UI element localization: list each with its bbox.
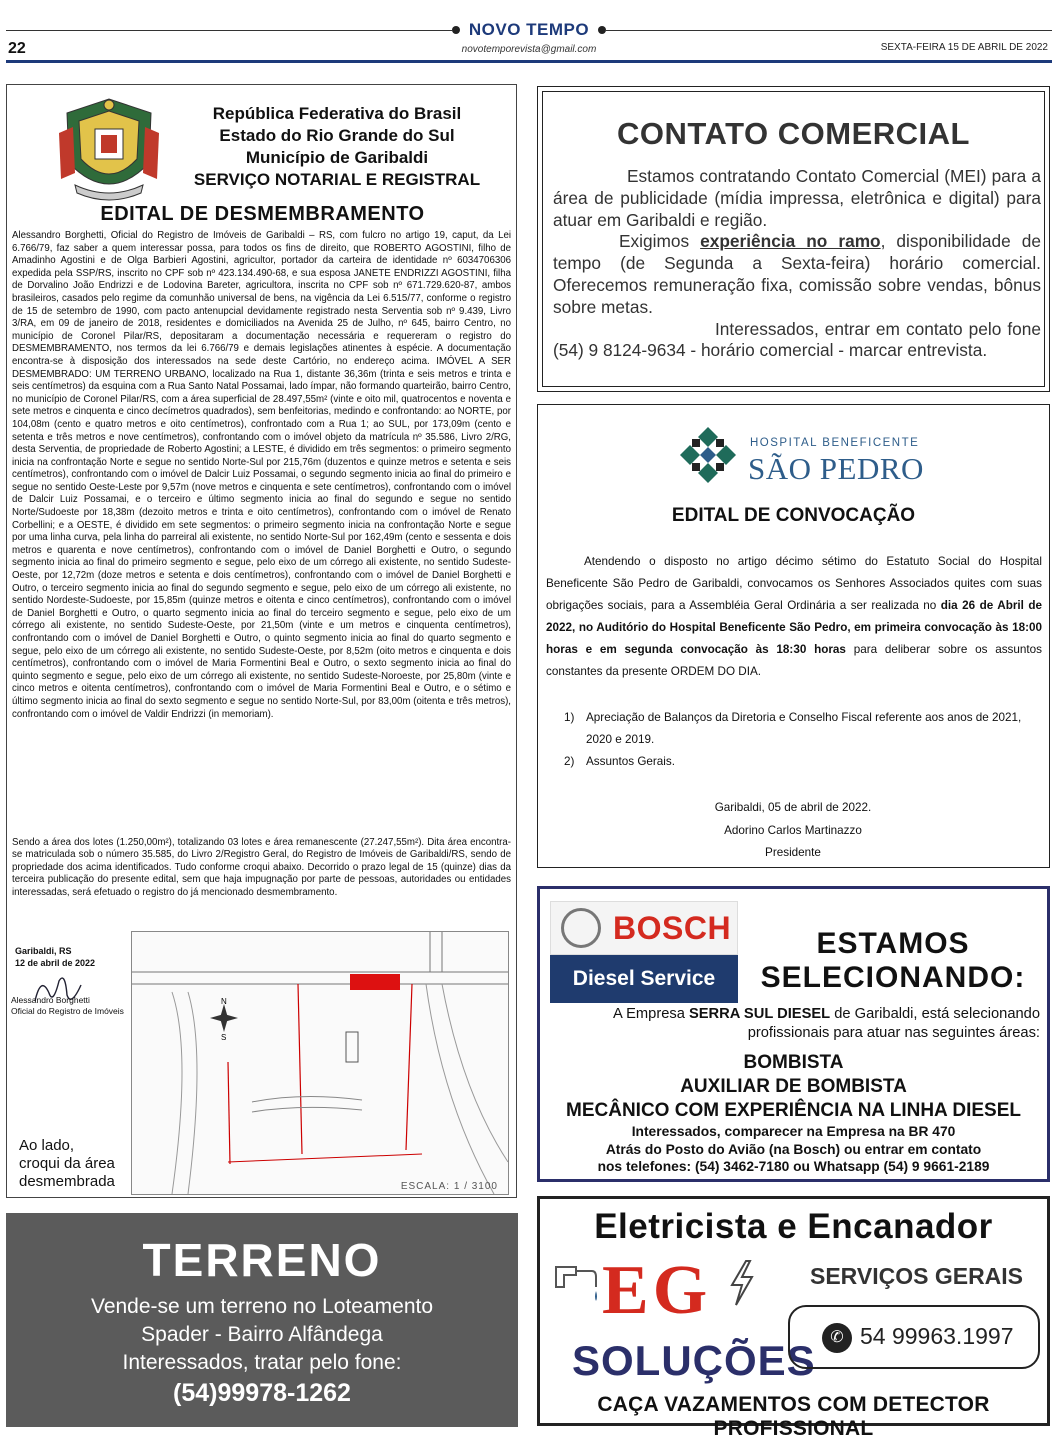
bosch-logo-sub: Diesel Service — [550, 955, 738, 1003]
page-header — [0, 0, 1058, 70]
agenda-item — [564, 751, 1042, 773]
bosch-logo-top — [550, 901, 738, 955]
contato-p3: Interessados, entrar em contato pelo fone (54) 9 8124-9634 - horário comercial - marcar entrevista. — [553, 318, 1041, 361]
agenda-list — [564, 707, 1042, 773]
eg-title: Eletricista e Encanador — [594, 1207, 993, 1246]
lots-marker — [350, 974, 400, 990]
eg-phone-box[interactable] — [788, 1305, 1040, 1369]
hospital-text — [546, 551, 1042, 683]
eg-servicos: SERVIÇOS GERAIS — [810, 1263, 1024, 1289]
heading-line: República Federativa do Brasil — [212, 104, 462, 123]
bosch-armature-icon — [561, 908, 601, 948]
hospital-role: Presidente — [765, 846, 821, 859]
date: 12 de abril de 2022 — [15, 958, 96, 968]
signer-name: Alessandro Borghetti — [11, 995, 90, 1005]
notice-signer — [11, 995, 124, 1017]
map-caption — [19, 1137, 115, 1191]
hospital-signature — [538, 797, 1048, 865]
intro-start: A Empresa — [613, 1006, 689, 1022]
bosch-contact — [540, 1123, 1047, 1176]
map-north-label: N — [221, 997, 227, 1006]
bosch-headline — [740, 927, 1046, 995]
terreno-line: Spader - Bairro Alfândega — [141, 1323, 383, 1346]
issue-date: SEXTA-FEIRA 15 DE ABRIL DE 2022 — [880, 42, 1048, 53]
intro-company: SERRA SUL DIESEL — [688, 1006, 831, 1022]
notice-body-closing: Sendo a área dos lotes (1.250,00m²), totalizando 03 lotes e área remanescente (27.247,55m²). Dita área encontra-se matriculada sob o número 35.585, do Livro 2/Registro Geral, do Registro de Imóveis de Garibaldi/RS, sendo de propriedade dos acima identificados. Tudo conforme croqui abaixo. Decorrido o prazo legal de 15 (quinze) dias da terceira publicação do presente edital, sem que haja impugnação por parte de pessoas, autoridades ou entidades interessadas, será efetuado o registro do já mencionado desmembramento. — [12, 837, 511, 898]
map-south-label: S — [221, 1033, 227, 1042]
property-sketch-map — [131, 931, 509, 1195]
contato-p2-emphasis: experiência no ramo — [700, 231, 881, 252]
page-number: 22 — [8, 40, 26, 57]
contato-comercial-ad — [537, 86, 1050, 392]
contato-text — [553, 166, 1041, 362]
agenda-number: 1) — [564, 711, 575, 724]
agenda-item — [564, 707, 1042, 751]
hospital-name-big: SÃO PEDRO — [748, 451, 924, 486]
masthead-email[interactable]: novotemporevista@gmail.com — [461, 44, 597, 55]
contato-p2-end: , disponibilidade de tempo (de Segunda a Sexta-feira) horário comercial. Oferecemos remuneração fixa, comissão sobre vendas, bônus sobre metas. — [553, 231, 1041, 317]
notice-heading — [157, 103, 517, 191]
contact-line: Interessados, comparecer na Empresa na BR 470 — [631, 1124, 956, 1139]
eg-footer: CAÇA VAZAMENTOS COM DETECTOR PROFISSIONAL — [597, 1393, 990, 1440]
role-item: BOMBISTA — [743, 1052, 844, 1073]
bosch-logo-word: BOSCH — [613, 910, 732, 946]
agenda-text: Apreciação de Balanços da Diretoria e Conselho Fiscal referente aos anos de 2021, 2020 e 2019. — [586, 711, 1022, 746]
contact-line: Atrás do Posto do Avião (na Bosch) ou entrar em contato — [605, 1141, 982, 1157]
terreno-phone[interactable]: (54)99978-1262 — [173, 1379, 351, 1407]
bosch-logo — [550, 901, 738, 1001]
bosch-roles — [540, 1051, 1047, 1123]
hospital-logo-icon — [678, 425, 738, 485]
contato-p2-start: Exigimos — [619, 231, 701, 252]
terreno-title: TERRENO — [142, 1234, 382, 1286]
faucet-icon — [550, 1257, 600, 1307]
notice-body: Alessandro Borghetti, Oficial do Registro de Imóveis de Garibaldi – RS, com fulcro no artigo 19, caput, da Lei 6.766/79, faz saber a quem interessar possa, para todos os fins de direito, que ROBERTO AGOSTINI, filho de Amadinho Agostini e de Olga Barbieri Agostini, agricultor, portador da carteira de identidade nº 6034706306 expedida pela SSP/RS, inscrito no CPF sob nº 423.134.490-68, e sua esposa JANETE ENDRIZZI AGOSTINI, filha de Dorvalino João Endrizzi e de Lodovina Bareter, agricultora, inscrita no CPF sob nº 671.729.620-87, ambos brasileiros, casados pelo regime da comunhão universal de bens, na vigência da Lei 6.515/77, conforme o registro de 15 de setembro de 1990, com pacto antenupcial devidamente registrado nesta Serventia sob nº 9.439, Livro 3/RA, em 09 de janeiro de 2018, residentes e domiciliados na Avenida 25 de Julho, nº 645, bairro Centro, no município de Coronel Pilar/RS, depositaram a documentação necessária e requereram o registro do DESMEMBRAMENTO, nos termos da lei 6.766/79 e demais legislações atinentes à espécie. A documentação encontra-se à disposição dos interessados na sede deste Cartório, no endereço acima. IMÓVEL A SER DESMEMBRADO: UM TERRENO URBANO, localizado na Rua 1, distante 36,36m (trinta e seis metros e trinta e seis centímetros) da esquina com a Rua Santo Natal Possamai, lado ímpar, não formando quarteirão, bairro Centro, no município de Coronel Pilar/RS, com a área superficial de 28.497,55m² (vinte e oito mil, quatrocentos e noventa e sete metros e cinquenta e cinco decímetros quadrados), sem benfeitorias, medindo e confrontando: ao NORTE, por 104,08m (cento e quatro metros e oito centímetros), confrontado com a Rua 1; ao SUL, por 173,09m (cento e setenta e três metros e nove centímetros), confrontando com o imóvel objeto da matrícula nº 35.586, Livro 2/RG, desta Serventia, de propriedade de Roberto Agostini; a LESTE, é dividido em três segmentos: o primeiro segmento inicia na confrontação Norte e segue no sentido Norte-Sul por 215,76m (duzentos e quinze metros e setenta e seis centímetros), confrontando com o imóvel de Dalcir Luiz Possamai, o segundo segmento inicia ao final do primeiro e segue no sentido Oeste-Leste por 9,57m (nove metros e cinquenta e sete centímetros), confrontando com o imóvel de Dalcir Luiz Possamai, e o terceiro e último segmento inicia ao final do segundo e segue no sentido Norte/Sudoeste por 18,38m (dezoito metros e trinta e oito centímetros), confrontando com o imóvel de Renato Corbellini; e a OESTE, é dividido em sete segmentos: o primeiro segmento inicia na confrontação Norte e segue por uma linha curva, pela linha do parreiral ali existente, no sentido Norte-Sul por 162,49m (cento e sessenta e dois metros e quarenta e nove centímetros), confrontando com o imóvel de Daniel Borghetti e Outro, o segundo segmento inicia ao final do primeiro segmento e segue, pelo eixo de um córrego ali existente, no sentido Sudeste-Oeste, por 12,72m (doze metros e setenta e dois centímetros), confrontando com o imóvel de Daniel Borghetti e Outro, o terceiro segmento inicia ao final do segundo segmento e segue, pelo eixo de um córrego ali existente, no sentido Nordeste-Sudoeste, por 15,85m (quinze metros e oitenta e cinco centímetros), confrontando com o imóvel de Daniel Borghetti e Outro, o quarto segmento inicia ao final do terceiro segmento e segue, pelo eixo de um córrego ali existente, no sentido Sudeste-Oeste, por 21,50m (vinte e um metros e cinquenta centímetros), confrontando com o imóvel de Daniel Borghetti e Outro, o quinto segmento inicia ao final do quarto segmento e segue, pelo eixo de um córrego ali existente, no sentido Sudeste-Oeste, por 8,52m (oito metros e cinquenta e dois centímetros), confrontando com o imóvel de Maria Formentini Beal e Outro, o sexto segmento inicia ao final do quinto segmento e segue, pelo eixo de um córrego ali existente, no sentido Sudeste-Noroeste, por 25,80m (vinte e cinco metros e oitenta centímetros), confrontando com o imóvel de Maria Formentini Beal e Outro, e o sétimo e último segmento inicia ao final do sexto segmento e segue no sentido Norte-Sul, por 83,00m (oitenta e três metros), confrontando com o imóvel de Valdir Endrizzi (in memoriam). — [12, 230, 511, 720]
eg-services-ad — [537, 1196, 1050, 1440]
hospital-place-date: Garibaldi, 05 de abril de 2022. — [714, 801, 872, 814]
place: Garibaldi, RS — [15, 946, 72, 956]
masthead-brand: NOVO TEMPO — [468, 20, 590, 39]
map-scale: ESCALA: 1 / 3100 — [400, 1181, 498, 1192]
lightning-bolt-icon — [728, 1259, 756, 1307]
eg-phone-number[interactable]: 54 99963.1997 — [860, 1323, 1014, 1349]
map-drawing — [132, 932, 508, 1194]
heading-line: Estado do Rio Grande do Sul — [219, 126, 455, 145]
terreno-text — [6, 1293, 518, 1377]
terreno-line: Interessados, tratar pelo fone: — [122, 1351, 402, 1374]
hospital-p1-bold: dia 26 de Abril de 2022, no Auditório do Hospital Beneficente São Pedro, em primeira convocação às 18:00 horas e em segunda convocação às 18:30 horas — [546, 599, 1043, 656]
hospital-p1-end: para deliberar sobre os assuntos constantes da presente ORDEM DO DIA. — [546, 643, 1042, 678]
role-item: MECÂNICO COM EXPERIÊNCIA NA LINHA DIESEL — [566, 1100, 1021, 1121]
headline-line: SELECIONANDO: — [760, 961, 1026, 994]
whatsapp-icon: ✆ — [822, 1323, 852, 1353]
edital-desmembramento — [6, 84, 517, 1198]
agenda-number: 2) — [564, 755, 575, 768]
agenda-text: Assuntos Gerais. — [586, 755, 675, 768]
hospital-title: EDITAL DE CONVOCAÇÃO — [671, 505, 916, 526]
hospital-edital — [537, 404, 1050, 868]
role-item: AUXILIAR DE BOMBISTA — [680, 1076, 907, 1097]
terreno-ad — [6, 1213, 518, 1427]
contato-p1: Estamos contratando Contato Comercial (MEI) para a área de publicidade (mídia impressa, eletrônica e digital) para atuar em Garibaldi e região. — [553, 166, 1041, 230]
caption-line: croqui da área — [19, 1155, 115, 1172]
eg-brand: EG — [602, 1252, 712, 1329]
signer-role: Oficial do Registro de Imóveis — [11, 1006, 124, 1016]
caption-line: desmembrada — [19, 1173, 115, 1190]
caption-line: Ao lado, — [19, 1137, 75, 1154]
intro-end: de Garibaldi, está selecionando profissionais para atuar nas seguintes áreas: — [747, 1006, 1040, 1041]
coat-of-arms-icon — [57, 93, 161, 205]
hospital-name-small: HOSPITAL BENEFICENTE — [750, 437, 920, 449]
heading-line: SERVIÇO NOTARIAL E REGISTRAL — [193, 170, 481, 189]
heading-line: Município de Garibaldi — [245, 148, 429, 167]
hospital-signer: Adorino Carlos Martinazzo — [724, 823, 862, 837]
terreno-line: Vende-se um terreno no Loteamento — [90, 1295, 434, 1318]
contato-title: CONTATO COMERCIAL — [617, 116, 970, 151]
bosch-intro — [548, 1005, 1040, 1043]
hospital-p1-start: Atendendo o disposto no artigo décimo sétimo do Estatuto Social do Hospital Beneficente São Pedro de Garibaldi, convocamos os Senhores Associados quites com suas obrigações sociais, para a Assembléia Geral Ordinária a ser realizada no — [546, 555, 1042, 612]
header-bottom-rule — [6, 60, 1052, 63]
contato-inner-frame — [542, 91, 1045, 387]
eg-solucoes: SOLUÇÕES — [572, 1337, 816, 1384]
bosch-job-ad — [537, 886, 1050, 1182]
contact-line[interactable]: nos telefones: (54) 3462-7180 ou Whatsapp (54) 9 9661-2189 — [597, 1159, 990, 1174]
notice-title: EDITAL DE DESMEMBRAMENTO — [100, 203, 425, 225]
headline-line: ESTAMOS — [816, 927, 970, 960]
notice-place-date — [15, 945, 95, 969]
